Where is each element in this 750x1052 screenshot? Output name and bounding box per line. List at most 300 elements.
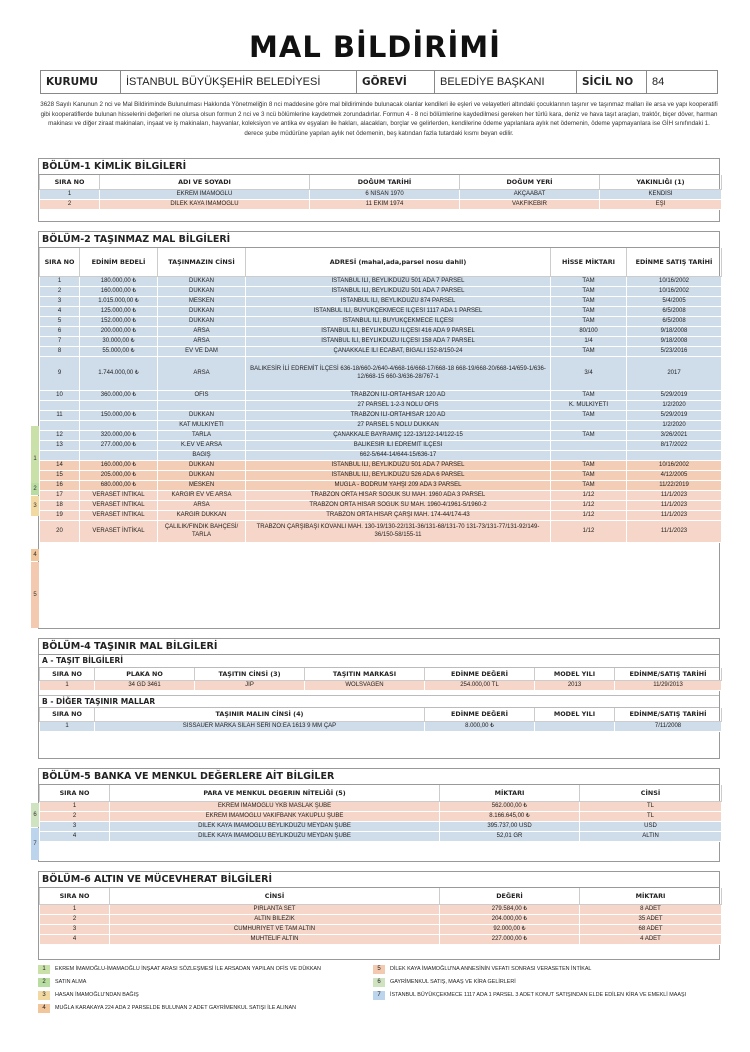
real-estate-cell: 10/16/2002 xyxy=(627,276,722,286)
gold-header: DEĞERİ xyxy=(440,888,580,904)
gold-cell: CUMHURİYET VE TAM ALTIN xyxy=(110,924,440,934)
bank-cell: ALTIN xyxy=(580,831,722,841)
vehicles-table xyxy=(39,668,722,691)
real-estate-cell: ÇANAKKALE BAYRAMİÇ 122-13/122-14/122-15 xyxy=(246,430,551,440)
real-estate-cell xyxy=(551,450,627,460)
gold-cell: 4 xyxy=(40,934,110,944)
legend-item-6 xyxy=(373,977,516,987)
gold-cell: 4 ADET xyxy=(580,934,722,944)
bank-cell: TL xyxy=(580,811,722,821)
identity-cell: VAKFIKEBİR xyxy=(460,199,600,209)
header-row xyxy=(40,70,718,94)
real-estate-cell: TAM xyxy=(551,480,627,490)
identity-row xyxy=(40,199,722,209)
real-estate-header: HİSSE MİKTARI xyxy=(551,248,627,276)
identity-header: YAKINLIĞI (1) xyxy=(600,175,722,189)
real-estate-cell: KARGİR DÜKKAN xyxy=(158,510,246,520)
sidebar-mark-6: 6 xyxy=(31,803,39,827)
kurum-value: İSTANBUL BÜYÜKŞEHİR BELEDİYESİ xyxy=(121,71,357,93)
bank-header: SIRA NO xyxy=(40,785,110,801)
identity-cell: 2 xyxy=(40,199,100,209)
real-estate-cell: 9 xyxy=(40,356,80,390)
vehicle-header: MODEL YILI xyxy=(535,668,615,680)
real-estate-cell: 662-5/644-14/644-15/636-17 xyxy=(246,450,551,460)
real-estate-cell: MUĞLA - BODRUM YAHŞİ 209 ADA 3 PARSEL xyxy=(246,480,551,490)
other-movables-table xyxy=(39,708,722,733)
real-estate-row xyxy=(40,346,722,356)
gold-row xyxy=(40,904,722,914)
real-estate-cell: VERASET İNTİKAL xyxy=(80,510,158,520)
sidebar-mark-4: 4 xyxy=(31,549,39,561)
vehicles-subtitle: A - TAŞIT BİLGİLERİ xyxy=(39,655,719,668)
legend-item-4 xyxy=(38,1003,296,1013)
real-estate-cell: 5/29/2019 xyxy=(627,390,722,400)
identity-cell: EKREM İMAMOĞLU xyxy=(100,189,310,199)
real-estate-cell: TAM xyxy=(551,286,627,296)
real-estate-cell: DÜKKAN xyxy=(158,286,246,296)
identity-row xyxy=(40,189,722,199)
real-estate-cell: DÜKKAN xyxy=(158,276,246,286)
real-estate-cell: 9/18/2008 xyxy=(627,326,722,336)
real-estate-cell: 1/2/2020 xyxy=(627,400,722,410)
real-estate-cell xyxy=(40,400,80,410)
real-estate-cell: 1 xyxy=(40,276,80,286)
real-estate-cell: 55.000,00 ₺ xyxy=(80,346,158,356)
real-estate-cell: BALIKESİR İLİ EDREMİT İLÇESİ 636-18/660-2/640-4/668-16/668-17/668-18 668-19/668-20/668-14/659-1/636-12/668-15 660-3/636-28/767-1 xyxy=(246,356,551,390)
real-estate-cell: 7 xyxy=(40,336,80,346)
vehicle-header: EDİNME DEĞERİ xyxy=(425,668,535,680)
movable-row xyxy=(40,722,722,732)
real-estate-cell: 5/23/2016 xyxy=(627,346,722,356)
real-estate-cell: 8/17/2022 xyxy=(627,440,722,450)
real-estate-cell: 3/26/2021 xyxy=(627,430,722,440)
real-estate-cell: 12 xyxy=(40,430,80,440)
legend-swatch: 4 xyxy=(38,1004,50,1013)
real-estate-cell: 4 xyxy=(40,306,80,316)
bank-cell: 8.166.645,00 ₺ xyxy=(440,811,580,821)
vehicle-header: TAŞITIN MARKASI xyxy=(305,668,425,680)
gold-cell: 2 xyxy=(40,914,110,924)
sidebar-mark-2: 2 xyxy=(31,483,39,495)
real-estate-cell: TAM xyxy=(551,316,627,326)
real-estate-cell: 8 xyxy=(40,346,80,356)
real-estate-row xyxy=(40,400,722,410)
real-estate-cell: İSTANBUL İLİ, BEYLİKDÜZÜ 501 ADA 7 PARSEL xyxy=(246,286,551,296)
identity-header: ADI VE SOYADI xyxy=(100,175,310,189)
real-estate-row xyxy=(40,490,722,500)
real-estate-cell: DÜKKAN xyxy=(158,460,246,470)
real-estate-cell: 160.000,00 ₺ xyxy=(80,286,158,296)
real-estate-cell: 18 xyxy=(40,500,80,510)
legend-swatch: 1 xyxy=(38,965,50,974)
gold-row xyxy=(40,914,722,924)
real-estate-cell: 27 PARSEL 5 NOLU DÜKKAN xyxy=(246,420,551,430)
real-estate-cell: 3 xyxy=(40,296,80,306)
real-estate-cell: 5/29/2019 xyxy=(627,410,722,420)
identity-cell: 11 EKİM 1974 xyxy=(310,199,460,209)
legend-swatch: 2 xyxy=(38,978,50,987)
bank-cell: 562.000,00 ₺ xyxy=(440,801,580,811)
bank-cell: TL xyxy=(580,801,722,811)
real-estate-cell: 27 PARSEL 1-2-3 NOLU OFİS xyxy=(246,400,551,410)
real-estate-cell: TRABZON İLİ-ORTAHİSAR 120 AD xyxy=(246,390,551,400)
sidebar-mark-5: 5 xyxy=(31,562,39,628)
legend-swatch: 7 xyxy=(373,991,385,1000)
sidebar-mark-1: 1 xyxy=(31,426,39,492)
movable-header: EDİNME DEĞERİ xyxy=(425,708,535,722)
gold-cell: 279.584,00 ₺ xyxy=(440,904,580,914)
real-estate-cell: KAT MÜLKİYETİ xyxy=(158,420,246,430)
sicil-label: SİCİL NO xyxy=(577,71,647,93)
real-estate-cell: 20 xyxy=(40,520,80,542)
real-estate-cell xyxy=(551,420,627,430)
real-estate-cell: DÜKKAN xyxy=(158,316,246,326)
identity-cell: EŞİ xyxy=(600,199,722,209)
real-estate-cell xyxy=(80,420,158,430)
real-estate-cell: 160.000,00 ₺ xyxy=(80,460,158,470)
real-estate-cell: 6/5/2008 xyxy=(627,306,722,316)
real-estate-row xyxy=(40,440,722,450)
gold-cell: MUHTELİF ALTIN xyxy=(110,934,440,944)
real-estate-cell: 5/4/2005 xyxy=(627,296,722,306)
sicil-value: 84 xyxy=(652,76,665,88)
real-estate-cell: 11/1/2023 xyxy=(627,500,722,510)
real-estate-cell: 9/18/2008 xyxy=(627,336,722,346)
bank-cell: 4 xyxy=(40,831,110,841)
real-estate-cell: ARSA xyxy=(158,500,246,510)
real-estate-cell: 360.000,00 ₺ xyxy=(80,390,158,400)
sidebar-mark-7: 7 xyxy=(31,828,39,860)
real-estate-cell: TAM xyxy=(551,460,627,470)
real-estate-row xyxy=(40,510,722,520)
real-estate-cell: 17 xyxy=(40,490,80,500)
real-estate-cell: 2 xyxy=(40,286,80,296)
real-estate-row xyxy=(40,390,722,400)
real-estate-cell xyxy=(40,420,80,430)
real-estate-cell xyxy=(627,450,722,460)
movable-header: SIRA NO xyxy=(40,708,95,722)
real-estate-cell: 1/12 xyxy=(551,500,627,510)
real-estate-cell: TRABZON İLİ-ORTAHİSAR 120 AD xyxy=(246,410,551,420)
gold-cell: 227.000,00 ₺ xyxy=(440,934,580,944)
real-estate-cell: 30.000,00 ₺ xyxy=(80,336,158,346)
real-estate-cell xyxy=(158,400,246,410)
real-estate-row xyxy=(40,316,722,326)
real-estate-row xyxy=(40,480,722,490)
real-estate-cell: 5 xyxy=(40,316,80,326)
bank-table xyxy=(39,785,722,842)
real-estate-cell: 152.000,00 ₺ xyxy=(80,316,158,326)
real-estate-cell: 11/1/2023 xyxy=(627,510,722,520)
bank-cell: EKREM İMAMOĞLU YKB MASLAK ŞUBE xyxy=(110,801,440,811)
kurum-label: KURUMU xyxy=(41,71,121,93)
real-estate-cell: 11/1/2023 xyxy=(627,520,722,542)
real-estate-row xyxy=(40,420,722,430)
identity-cell: DİLEK KAYA İMAMOĞLU xyxy=(100,199,310,209)
real-estate-row xyxy=(40,306,722,316)
real-estate-cell: 205.000,00 ₺ xyxy=(80,470,158,480)
bank-cell: USD xyxy=(580,821,722,831)
gold-table xyxy=(39,888,722,945)
real-estate-cell: VERASET İNTİKAL xyxy=(80,520,158,542)
bank-header: CİNSİ xyxy=(580,785,722,801)
legend-label: İSTANBUL BÜYÜKÇEKMECE 1117 ADA 1 PARSEL 3 ADET KONUT SATIŞINDAN ELDE EDİLEN KİRA VE EMEKLİ MAAŞI xyxy=(390,992,687,998)
real-estate-cell: 150.000,00 ₺ xyxy=(80,410,158,420)
real-estate-cell: İSTANBUL İLİ, BEYLİKDÜZÜ 874 PARSEL xyxy=(246,296,551,306)
gold-header: MİKTARI xyxy=(580,888,722,904)
section-2-title: BÖLÜM-2 TAŞINMAZ MAL BİLGİLERİ xyxy=(39,232,719,248)
section-4-title: BÖLÜM-4 TAŞINIR MAL BİLGİLERİ xyxy=(39,639,719,655)
bank-row xyxy=(40,821,722,831)
bank-cell: 1 xyxy=(40,801,110,811)
real-estate-cell xyxy=(551,440,627,450)
legend-item-1 xyxy=(38,964,321,974)
real-estate-row xyxy=(40,470,722,480)
real-estate-cell: TAM xyxy=(551,276,627,286)
real-estate-cell: 3/4 xyxy=(551,356,627,390)
real-estate-cell: İSTANBUL İLİ, BEYLİKDÜZÜ İLÇESİ 416 ADA 9 PARSEL xyxy=(246,326,551,336)
gold-cell: 35 ADET xyxy=(580,914,722,924)
gorev-label: GÖREVİ xyxy=(357,71,435,93)
real-estate-cell: İSTANBUL İLİ, BEYLİKDÜZÜ 501 ADA 7 PARSEL xyxy=(246,276,551,286)
gold-cell: 68 ADET xyxy=(580,924,722,934)
real-estate-header: ADRESİ (mahal,ada,parsel nosu dahil) xyxy=(246,248,551,276)
identity-table xyxy=(39,175,722,210)
real-estate-cell: 13 xyxy=(40,440,80,450)
gorev-value: BELEDİYE BAŞKANI xyxy=(435,71,577,93)
identity-cell: KENDİSİ xyxy=(600,189,722,199)
bank-cell: 52,01 GR xyxy=(440,831,580,841)
identity-cell: AKÇAABAT xyxy=(460,189,600,199)
section-1-title: BÖLÜM-1 KİMLİK BİLGİLERİ xyxy=(39,159,719,175)
real-estate-cell: BALIKESİR İLİ EDREMİT İLÇESİ xyxy=(246,440,551,450)
vehicle-header: SIRA NO xyxy=(40,668,95,680)
legend-item-7 xyxy=(373,990,686,1000)
real-estate-row xyxy=(40,276,722,286)
real-estate-cell: EV VE DAM xyxy=(158,346,246,356)
identity-cell: 6 NİSAN 1970 xyxy=(310,189,460,199)
real-estate-cell: 200.000,00 ₺ xyxy=(80,326,158,336)
real-estate-cell: DÜKKAN xyxy=(158,470,246,480)
bank-cell: DİLEK KAYA İMAMOĞLU BEYLİKDÜZÜ MEYDAN ŞUBE xyxy=(110,831,440,841)
section-6-title: BÖLÜM-6 ALTIN VE MÜCEVHERAT BİLGİLERİ xyxy=(39,872,719,888)
real-estate-header: EDİNME SATIŞ TARİHİ xyxy=(627,248,722,276)
vehicle-row xyxy=(40,680,722,690)
real-estate-cell xyxy=(40,450,80,460)
movable-header: MODEL YILI xyxy=(535,708,615,722)
real-estate-cell xyxy=(80,400,158,410)
real-estate-header: EDİNİM BEDELİ xyxy=(80,248,158,276)
real-estate-row xyxy=(40,430,722,440)
real-estate-cell: 1/12 xyxy=(551,490,627,500)
section-5-title: BÖLÜM-5 BANKA VE MENKUL DEĞERLERE AİT BİLGİLER xyxy=(39,769,719,785)
vehicle-header: PLAKA NO xyxy=(95,668,195,680)
real-estate-cell: TAM xyxy=(551,390,627,400)
real-estate-cell: 16 xyxy=(40,480,80,490)
real-estate-cell: TAM xyxy=(551,306,627,316)
legend-item-2 xyxy=(38,977,86,987)
bank-cell: 2 xyxy=(40,811,110,821)
real-estate-cell: TRABZON ÇARŞIBAŞI KOVANLI MAH. 130-19/130-22/131-36/131-68/131-70 131-73/131-77/131-92/149-36/150-58/155-11 xyxy=(246,520,551,542)
real-estate-row xyxy=(40,326,722,336)
legend-swatch: 5 xyxy=(373,965,385,974)
legend-item-3 xyxy=(38,990,139,1000)
real-estate-cell: ARSA xyxy=(158,336,246,346)
real-estate-cell: DÜKKAN xyxy=(158,306,246,316)
real-estate-cell: 11/22/2019 xyxy=(627,480,722,490)
section-1 xyxy=(38,158,720,222)
real-estate-cell: TARLA xyxy=(158,430,246,440)
vehicle-cell: WOLSVAGEN xyxy=(305,680,425,690)
real-estate-cell: 1.015.000,00 ₺ xyxy=(80,296,158,306)
real-estate-cell: ÇALILIK/FINDIK BAHÇESİ/ TARLA xyxy=(158,520,246,542)
gold-cell: 1 xyxy=(40,904,110,914)
real-estate-cell: 2017 xyxy=(627,356,722,390)
real-estate-cell: 14 xyxy=(40,460,80,470)
vehicle-cell: 2013 xyxy=(535,680,615,690)
real-estate-cell: ARSA xyxy=(158,356,246,390)
identity-header: SIRA NO xyxy=(40,175,100,189)
sidebar-mark-3: 3 xyxy=(31,496,39,516)
legend-label: HASAN İMAMOĞLU'NDAN BAĞIŞ xyxy=(55,992,139,998)
section-5 xyxy=(38,768,720,862)
real-estate-cell: İSTANBUL İLİ, BEYLİKDÜZÜ 501 ADA 7 PARSEL xyxy=(246,460,551,470)
real-estate-cell: 10/16/2002 xyxy=(627,286,722,296)
movable-header: TAŞINIR MALIN CİNSİ (4) xyxy=(95,708,425,722)
real-estate-cell: TAM xyxy=(551,296,627,306)
real-estate-cell: 11/1/2023 xyxy=(627,490,722,500)
real-estate-cell: MESKEN xyxy=(158,296,246,306)
section-4 xyxy=(38,638,720,759)
legend-label: EKREM İMAMOĞLU-İMAMAOĞLU İNŞAAT ARASI SÖZLEŞMESİ İLE ARSADAN YAPILAN OFİS VE DÜKKAN xyxy=(55,966,321,972)
legend-label: GAYRİMENKUL SATIŞ, MAAŞ VE KİRA GELİRLERİ xyxy=(390,979,516,985)
movable-cell: 7/11/2008 xyxy=(615,722,722,732)
movable-cell: SİSSAUER MARKA SİLAH SERİ NO:EA 1613 9 MM ÇAP xyxy=(95,722,425,732)
real-estate-cell: ARSA xyxy=(158,326,246,336)
real-estate-cell: 4/12/2005 xyxy=(627,470,722,480)
legend-label: MUĞLA KARAKAYA 224 ADA 2 PARSELDE BULUNAN 2 ADET GAYRİMENKUL SATIŞI İLE ALINAN xyxy=(55,1005,296,1011)
bank-cell: 395.737,00 USD xyxy=(440,821,580,831)
gold-cell: ALTIN BİLEZİK xyxy=(110,914,440,924)
real-estate-cell: 15 xyxy=(40,470,80,480)
real-estate-row xyxy=(40,450,722,460)
real-estate-cell: KARGİR EV VE ARSA xyxy=(158,490,246,500)
bank-cell: EKREM İMAMOĞLU VAKIFBANK YAKUPLU ŞUBE xyxy=(110,811,440,821)
vehicle-header: TAŞITIN CİNSİ (3) xyxy=(195,668,305,680)
real-estate-cell: TAM xyxy=(551,470,627,480)
real-estate-cell: TAM xyxy=(551,410,627,420)
real-estate-cell: ÇANAKKALE İLİ ECABAT, BIGALI 152-8/150-24 xyxy=(246,346,551,356)
legend-item-5 xyxy=(373,964,591,974)
real-estate-cell xyxy=(80,450,158,460)
real-estate-cell: İSTANBUL İLİ, BEYLİKDÜZÜ 526 ADA 6 PARSEL xyxy=(246,470,551,480)
gold-cell: 204.000,00 ₺ xyxy=(440,914,580,924)
real-estate-cell: OFİS xyxy=(158,390,246,400)
section-2 xyxy=(38,231,720,629)
gold-cell: 92.000,00 ₺ xyxy=(440,924,580,934)
real-estate-cell: İSTANBUL İLİ, BÜYÜKÇEKMECE İLÇESİ xyxy=(246,316,551,326)
real-estate-header: SIRA NO xyxy=(40,248,80,276)
real-estate-cell: BAĞIŞ xyxy=(158,450,246,460)
intro-text: 3628 Sayılı Kanunun 2 nci ve Mal Bildiriminde Bulunulması Hakkında Yönetmeliğin 8 nci maddesine göre mal bildiriminde bulunacak olanlar kendileri ile eşleri ve velayetleri altındaki çocuklarının taşınır ve taşınmaz malları ile arsa ve yapı kooperatifi gibi kooperatiflerde bulunan hisselerini değerleri ne olursa olsun formun 2 nci ve 3 ncü bölümlerine kaydetmek zorundadırlar. Formun 4 - 8 nci bölümlerine kaydedilmesi gereken her türlü kara, deniz ve hava taşıt araçları, traktör, biçer döver, harman makinası ve diğer ziraat makinaları, inşaat ve iş makinaları, hayvanlar, koleksiyon ve antika ev eşyaları ile hakları, alacakları, borçlar ve gelirlerden, kendilerine ödeme yapılanlara aylık net ödemenin, ödeme yapmayanlara ise GİH sınıfındaki 1. derece şube müdürüne yapılan aylık net ödemenin, beş katından fazla tutardaki kısmı beyan edilir. xyxy=(40,101,718,137)
real-estate-cell: 19 xyxy=(40,510,80,520)
section-6 xyxy=(38,871,720,960)
real-estate-row xyxy=(40,336,722,346)
real-estate-row xyxy=(40,356,722,390)
legend-swatch: 3 xyxy=(38,991,50,1000)
bank-row xyxy=(40,811,722,821)
other-movables-subtitle: B - DİĞER TAŞINIR MALLAR xyxy=(39,695,719,708)
bank-cell: DİLEK KAYA İMAMOĞLU BEYLİKDÜZÜ MEYDAN ŞUBE xyxy=(110,821,440,831)
real-estate-cell: 1/12 xyxy=(551,520,627,542)
vehicle-header: EDİNME/SATIŞ TARİHİ xyxy=(615,668,722,680)
real-estate-cell: VERASET İNTİKAL xyxy=(80,490,158,500)
identity-header: DOĞUM TARİHİ xyxy=(310,175,460,189)
movable-header: EDİNME/SATIŞ TARİHİ xyxy=(615,708,722,722)
bank-row xyxy=(40,801,722,811)
real-estate-header: TAŞINMAZIN CİNSİ xyxy=(158,248,246,276)
real-estate-row xyxy=(40,296,722,306)
vehicle-cell: 1 xyxy=(40,680,95,690)
movable-cell: 1 xyxy=(40,722,95,732)
gold-row xyxy=(40,924,722,934)
vehicle-cell: 34 GD 3461 xyxy=(95,680,195,690)
real-estate-cell: VERASET İNTİKAL xyxy=(80,500,158,510)
real-estate-cell: 1.744.000,00 ₺ xyxy=(80,356,158,390)
real-estate-cell: MESKEN xyxy=(158,480,246,490)
real-estate-cell: 180.000,00 ₺ xyxy=(80,276,158,286)
real-estate-table xyxy=(39,248,722,543)
real-estate-cell: 6 xyxy=(40,326,80,336)
real-estate-cell: 11 xyxy=(40,410,80,420)
real-estate-row xyxy=(40,460,722,470)
real-estate-cell: K.EV VE ARSA xyxy=(158,440,246,450)
legend-label: SATIN ALMA xyxy=(55,979,87,985)
real-estate-cell: TRABZON ORTA HİSAR SOĞUK SU MAH. 1960 ADA 3 PARSEL xyxy=(246,490,551,500)
gold-cell: 8 ADET xyxy=(580,904,722,914)
movable-cell xyxy=(535,722,615,732)
real-estate-cell: 10/16/2002 xyxy=(627,460,722,470)
real-estate-cell: 1/4 xyxy=(551,336,627,346)
legend-label: DİLEK KAYA İMAMOĞLU'NA ANNESİNİN VEFATI SONRASI VERASETEN İNTİKAL xyxy=(390,966,592,972)
real-estate-cell: 320.000,00 ₺ xyxy=(80,430,158,440)
identity-cell: 1 xyxy=(40,189,100,199)
movable-cell: 8.000,00 ₺ xyxy=(425,722,535,732)
legend-swatch: 6 xyxy=(373,978,385,987)
page-title: MAL BİLDİRİMİ xyxy=(249,30,501,64)
real-estate-cell: 125.000,00 ₺ xyxy=(80,306,158,316)
gold-header: CİNSİ xyxy=(110,888,440,904)
real-estate-cell: 80/100 xyxy=(551,326,627,336)
vehicle-cell: JİP xyxy=(195,680,305,690)
real-estate-cell: 1/2/2020 xyxy=(627,420,722,430)
bank-header: MİKTARI xyxy=(440,785,580,801)
bank-cell: 3 xyxy=(40,821,110,831)
real-estate-row xyxy=(40,520,722,542)
real-estate-row xyxy=(40,410,722,420)
gold-header: SIRA NO xyxy=(40,888,110,904)
real-estate-row xyxy=(40,286,722,296)
real-estate-cell: TRABZON ORTA HİSAR SOĞUK SU MAH. 1960-4/1961-5/1960-2 xyxy=(246,500,551,510)
real-estate-cell: TRABZON ORTA HİSAR ÇARŞI MAH. 174-44/174-43 xyxy=(246,510,551,520)
real-estate-cell: TAM xyxy=(551,430,627,440)
real-estate-cell: İSTANBUL İLİ, BÜYÜKÇEKMECE İLÇESİ 1117 ADA 1 PARSEL xyxy=(246,306,551,316)
vehicle-cell: 254.000,00 TL xyxy=(425,680,535,690)
vehicle-cell: 11/29/2013 xyxy=(615,680,722,690)
bank-header: PARA VE MENKUL DEGERIN NİTELİĞİ (5) xyxy=(110,785,440,801)
gold-row xyxy=(40,934,722,944)
bank-row xyxy=(40,831,722,841)
